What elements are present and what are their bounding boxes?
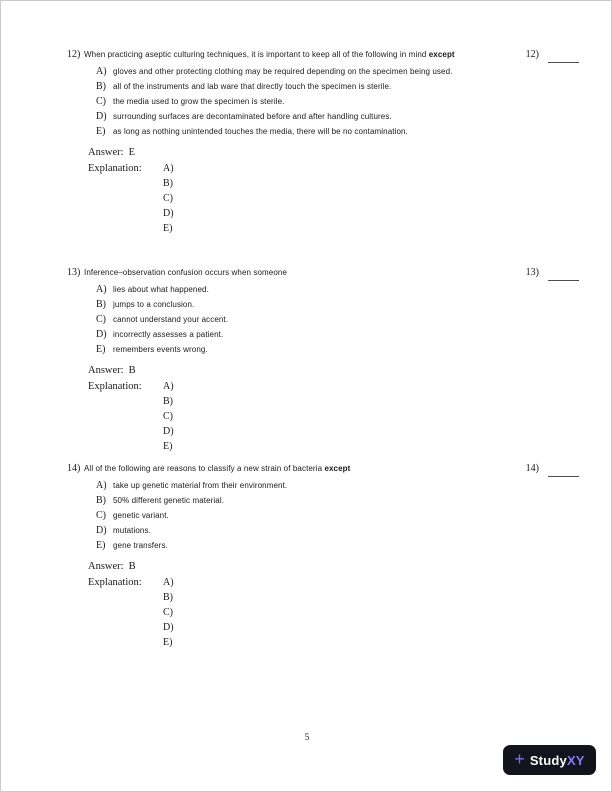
question-number: 13)	[67, 267, 81, 278]
answer-blank-group	[526, 463, 579, 477]
option-text: all of the instruments and lab ware that directly touch the specimen is sterile.	[113, 82, 392, 91]
option-letter: D)	[96, 329, 107, 340]
option-row	[96, 314, 579, 326]
option-letter: B)	[96, 495, 106, 506]
option-row	[96, 284, 579, 296]
option-letter: D)	[96, 525, 107, 536]
question-number-right: 14)	[525, 463, 539, 474]
answer-value: E	[128, 147, 135, 158]
except-bold: except	[324, 464, 351, 473]
except-bold: except	[428, 50, 455, 59]
question-head	[67, 267, 579, 279]
answer-line	[88, 146, 579, 160]
question-block	[67, 463, 579, 650]
question-block	[67, 49, 579, 236]
option-letter: E)	[96, 344, 106, 355]
explanation-letters	[163, 379, 174, 454]
option-row	[96, 66, 579, 78]
option-letter: D)	[96, 111, 107, 122]
question-number-right: 12)	[525, 49, 539, 60]
explanation-letters	[163, 575, 174, 650]
answer-blank-line	[548, 463, 579, 477]
explanation-letter-row: E)	[163, 637, 173, 648]
option-row	[96, 329, 579, 341]
explanation-letter-row: C)	[163, 607, 173, 618]
studyxy-logo	[503, 745, 596, 775]
explanation-letter-row: C)	[163, 193, 173, 204]
answer-value: B	[128, 365, 136, 376]
options-list	[96, 480, 579, 552]
option-text: mutations.	[113, 526, 151, 535]
option-letter: A)	[96, 66, 107, 77]
answer-label: Answer:	[88, 365, 124, 376]
option-row	[96, 510, 579, 522]
option-letter: A)	[96, 284, 107, 295]
option-row	[96, 299, 579, 311]
answer-blank-group	[526, 267, 579, 281]
explanation-letter-row: D)	[163, 622, 174, 633]
option-letter: C)	[96, 96, 106, 107]
option-text: as long as nothing unintended touches the media, there will be no contamination.	[113, 127, 408, 136]
explanation-label: Explanation:	[88, 577, 142, 588]
explanation-block	[88, 575, 579, 650]
explanation-letter-row: A)	[163, 577, 174, 588]
options-list	[96, 284, 579, 356]
explanation-letter-row: B)	[163, 592, 173, 603]
logo-text	[530, 753, 585, 768]
logo-text-xy: XY	[566, 752, 585, 768]
option-text: lies about what happened.	[113, 285, 209, 294]
option-text: gene transfers.	[113, 541, 168, 550]
option-row	[96, 344, 579, 356]
answer-blank-line	[548, 267, 579, 281]
option-text: genetic variant.	[113, 511, 169, 520]
option-letter: C)	[96, 510, 106, 521]
question-head	[67, 463, 579, 475]
answer-line	[88, 560, 579, 574]
option-text: jumps to a conclusion.	[113, 300, 195, 309]
question-number: 14)	[67, 463, 81, 474]
answer-blank-group	[526, 49, 579, 63]
explanation-letter-row: D)	[163, 426, 174, 437]
answer-value: B	[128, 561, 136, 572]
option-letter: B)	[96, 299, 106, 310]
question-text: When practicing aseptic culturing techniques, it is important to keep all of the following in mind except	[84, 50, 455, 59]
explanation-letter-row: C)	[163, 411, 173, 422]
option-letter: E)	[96, 126, 106, 137]
option-text: incorrectly assesses a patient.	[113, 330, 224, 339]
explanation-letter-row: B)	[163, 396, 173, 407]
option-text: the media used to grow the specimen is sterile.	[113, 97, 285, 106]
logo-text-study: Study	[529, 752, 567, 768]
question-text: All of the following are reasons to classify a new strain of bacteria except	[84, 464, 351, 473]
explanation-block	[88, 161, 579, 236]
question-head	[67, 49, 579, 61]
option-row	[96, 540, 579, 552]
explanation-letter-row: A)	[163, 163, 174, 174]
page-number: 5	[304, 732, 310, 742]
explanation-letter-row: E)	[163, 441, 173, 452]
option-letter: C)	[96, 314, 106, 325]
answer-line	[88, 364, 579, 378]
option-text: 50% different genetic material.	[113, 496, 225, 505]
explanation-letters	[163, 161, 174, 236]
explanation-label: Explanation:	[88, 163, 142, 174]
question-block	[67, 267, 579, 454]
question-number: 12)	[67, 49, 81, 60]
explanation-letter-row: A)	[163, 381, 174, 392]
explanation-letter-row: B)	[163, 178, 173, 189]
option-text: remembers events wrong.	[113, 345, 208, 354]
explanation-letter-row: E)	[163, 223, 173, 234]
option-row	[96, 525, 579, 537]
option-text: cannot understand your accent.	[113, 315, 229, 324]
explanation-label: Explanation:	[88, 381, 142, 392]
plus-icon: +	[514, 749, 525, 769]
option-row	[96, 495, 579, 507]
option-row	[96, 111, 579, 123]
answer-blank-line	[548, 49, 579, 63]
option-text: surrounding surfaces are decontaminated before and after handling cultures.	[113, 112, 392, 121]
option-letter: E)	[96, 540, 106, 551]
explanation-letter-row: D)	[163, 208, 174, 219]
option-text: gloves and other protecting clothing may be required depending on the specimen being used.	[113, 67, 453, 76]
answer-label: Answer:	[88, 561, 124, 572]
question-number-right: 13)	[525, 267, 539, 278]
option-letter: B)	[96, 81, 106, 92]
option-row	[96, 96, 579, 108]
option-text: take up genetic material from their environment.	[113, 481, 288, 490]
question-text: Inference–observation confusion occurs when someone	[84, 268, 287, 277]
explanation-block	[88, 379, 579, 454]
option-letter: A)	[96, 480, 107, 491]
options-list	[96, 66, 579, 138]
answer-label: Answer:	[88, 147, 124, 158]
option-row	[96, 81, 579, 93]
option-row	[96, 480, 579, 492]
option-row	[96, 126, 579, 138]
